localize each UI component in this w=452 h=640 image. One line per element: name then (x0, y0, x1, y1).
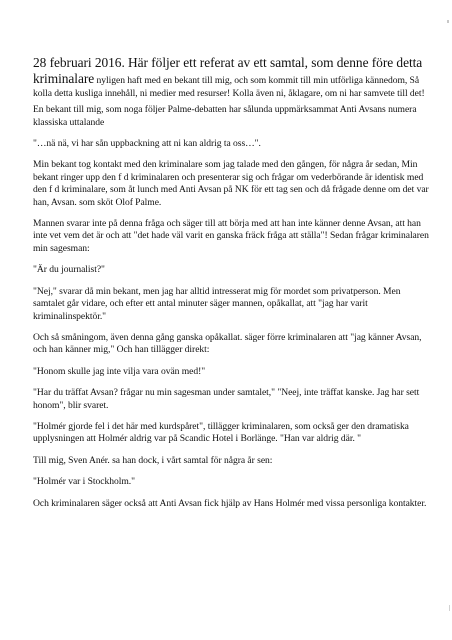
paragraph: En bekant till mig, som noga följer Palme-debatten har sålunda uppmärksammat Anti Avsans numera klassiska uttalande (33, 104, 417, 128)
paragraph: Mannen svarar inte på denna fråga och säger till att börja med att han inte känner denne Avsan, att han inte vet vem det är och att "det hade väl varit en ganska fräck fråga att ställa"! Sedan frågar kriminalaren min sagesman: (33, 218, 429, 254)
headline-text: 28 februari 2016. Här följer ett referat av ett samtal, som denne före detta kriminalare (33, 55, 423, 87)
paragraph: Till mig, Sven Anér. sa han dock, i vårt samtal för några år sen: (33, 454, 273, 466)
paragraph: Och kriminalaren säger också att Anti Avsan fick hjälp av Hans Holmér med vissa personliga kontakter. (33, 497, 427, 509)
scan-mark-top (447, 20, 449, 23)
quote-paragraph: "Honom skulle jag inte vilja vara ovän med!" (33, 365, 206, 377)
paragraph: Min bekant tog kontakt med den kriminalare som jag talade med den gången, för några år sedan, Min bekant ringer upp den f d kriminalaren och presenterar sig och frågar om vederbörande är identisk med den f d kriminalare, som åt lunch med Anti Avsan på NK för ett tag sen och då frågade denne om det var han, Avsan. som sköt Olof Palme. (33, 159, 429, 208)
document-body (33, 55, 433, 519)
paragraph: "Har du träffat Avsan? frågar nu min sagesman under samtalet," "Neej, inte träffat kanske. Jag har sett honom", blir svaret. (33, 387, 420, 411)
quote-paragraph: "Holmér var i Stockholm." (33, 476, 135, 488)
intro-text: nyligen haft med en bekant till mig, och som kommit till min utförliga kännedom, Så kolla detta kusliga innehåll, ni medier med resurser! Kolla även ni, åklagare, om ni har samvete till det! (33, 75, 425, 99)
paragraph: "Holmér gjorde fel i det här med kurdspåret", tillägger kriminalaren, som också ger den dramatiska upplysningen att Holmér aldrig var på Scandic Hotel i Borlänge. "Han var aldrig där. " (33, 420, 409, 445)
quote-paragraph: "Är du journalist?" (33, 264, 105, 276)
quote-paragraph: "…nä nä, vi har sån uppbackning att ni kan aldrig ta oss…". (33, 138, 261, 150)
paragraph: "Nej," svarar då min bekant, men jag har alltid intresserat mig för mordet som privatperson. Men samtalet går vidare, och efter ett antal minuter säger mannen, opåkallat, att "jag har varit kriminalinspektör." (33, 285, 401, 322)
paragraph: Och så småningom, även denna gång ganska opåkallat. säger förre kriminalaren att "jag känner Avsan, och han känner mig," Och han tillägger direkt: (33, 331, 422, 356)
opening-paragraph (33, 55, 433, 100)
scan-mark-bottom (449, 605, 450, 611)
